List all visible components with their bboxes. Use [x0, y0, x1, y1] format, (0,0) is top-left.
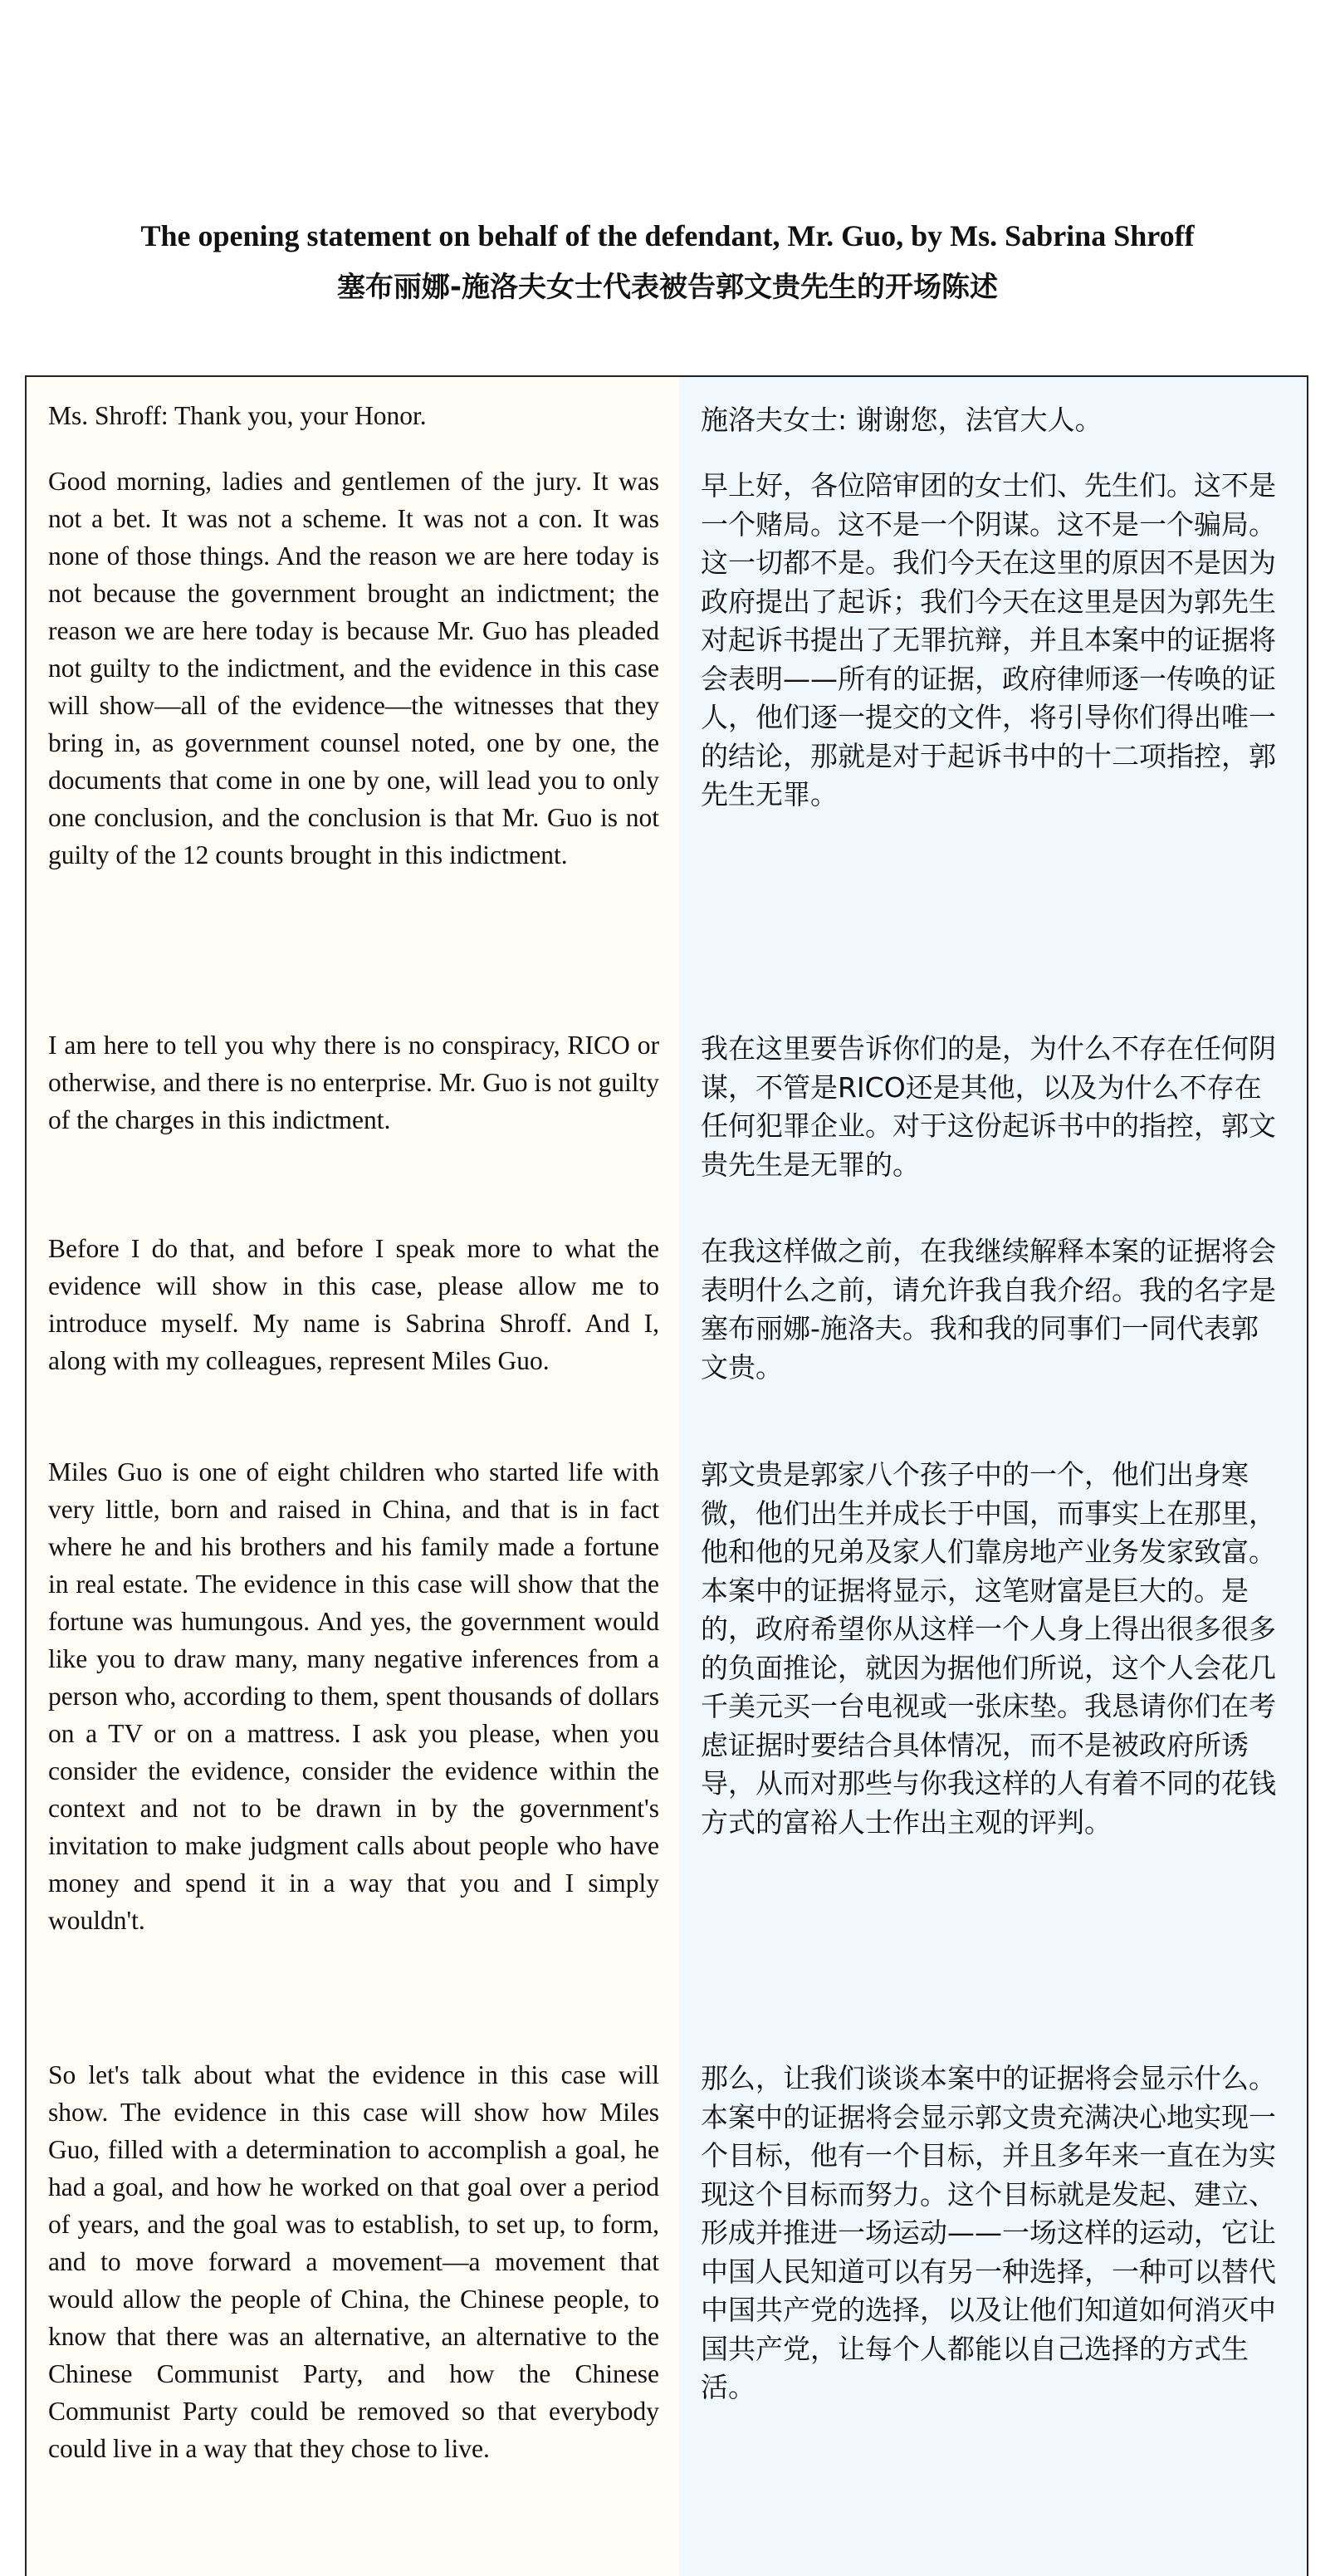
paragraph-zh-1: 施洛夫女士: 谢谢您，法官大人。	[701, 404, 1103, 436]
document-header	[0, 218, 1335, 306]
paragraph-en-3: I am here to tell you why there is no conspiracy, RICO or otherwise, and there is no enterprise. Mr. Guo is not guilty of the charges in this indictment.	[48, 1031, 659, 1134]
paragraph-en-4: Before I do that, and before I speak more to what the evidence will show in this case, please allow me to introduce myself. My name is Sabrina Shroff. And I, along with my colleagues, represent Miles Guo.	[48, 1234, 659, 1375]
paragraph-en-1: Ms. Shroff: Thank you, your Honor.	[48, 401, 427, 430]
title-english: The opening statement on behalf of the defendant, Mr. Guo, by Ms. Sabrina Shroff	[140, 219, 1195, 252]
paragraph-en-2: Good morning, ladies and gentlemen of the jury. It was not a bet. It was not a scheme. It was not a con. It was none of those things. And the reason we are here today is not because the government brought an indictment; the reason we are here today is because Mr. Guo has pleaded not guilty to the indictment, and the evidence in this case will show—all of the evidence—the witnesses that they bring in, as government counsel noted, one by one, the documents that come in one by one, will lead you to only one conclusion, and the conclusion is that Mr. Guo is not guilty of the 12 counts brought in this indictment.	[48, 467, 659, 869]
paragraph-zh-4: 在我这样做之前，在我继续解释本案的证据将会表明什么之前，请允许我自我介绍。我的名字是塞布丽娜-施洛夫。我和我的同事们一同代表郭文贵。	[701, 1235, 1276, 1383]
paragraph-en-5: Miles Guo is one of eight children who started life with very little, born and raised in China, and that is in fact where he and his brothers and his family made a fortune in real estate. The evidence in this case will show that the fortune was humungous. And yes, the government would like you to draw many, many negative inferences from a person who, according to them, spent thousands of dollars on a TV or on a mattress. I ask you please, when you consider the evidence, consider the evidence within the context and not to be drawn in by the government's invitation to make judgment calls about people who have money and spend it in a way that you and I simply wouldn't.	[48, 1457, 659, 1935]
paragraph-zh-2: 早上好，各位陪审团的女士们、先生们。这不是一个赌局。这不是一个阴谋。这不是一个骗局。这一切都不是。我们今天在这里的原因不是因为政府提出了起诉；我们今天在这里是因为郭先生对起诉书提出了无罪抗辩，并且本案中的证据将会表明——所有的证据，政府律师逐一传唤的证人，他们逐一提交的文件，将引导你们得出唯一的结论，那就是对于起诉书中的十二项指控，郭先生无罪。	[701, 469, 1276, 811]
title-chinese: 塞布丽娜-施洛夫女士代表被告郭文贵先生的开场陈述	[336, 271, 999, 304]
paragraph-zh-5: 郭文贵是郭家八个孩子中的一个，他们出身寒微，他们出生并成长于中国，而事实上在那里，他和他的兄弟及家人们靠房地产业务发家致富。本案中的证据将显示，这笔财富是巨大的。是的，政府希望你从这样一个人身上得出很多很多的负面推论，就因为据他们所说，这个人会花几千美元买一台电视或一张床垫。我恳请你们在考虑证据时要结合具体情况，而不是被政府所诱导，从而对那些与你我这样的人有着不同的花钱方式的富裕人士作出主观的评判。	[701, 1458, 1276, 1839]
paragraph-zh-3: 我在这里要告诉你们的是，为什么不存在任何阴谋，不管是RICO还是其他，以及为什么不存在任何犯罪企业。对于这份起诉书中的指控，郭文贵先生是无罪的。	[701, 1032, 1276, 1181]
paragraph-zh-6: 那么，让我们谈谈本案中的证据将会显示什么。本案中的证据将会显示郭文贵充满决心地实现一个目标，他有一个目标，并且多年来一直在为实现这个目标而努力。这个目标就是发起、建立、形成并推进一场运动——一场这样的运动，它让中国人民知道可以有另一种选择，一种可以替代中国共产党的选择，以及让他们知道如何消灭中国共产党，让每个人都能以自己选择的方式生活。	[701, 2062, 1276, 2403]
paragraph-en-6: So let's talk about what the evidence in this case will show. The evidence in this case will show how Miles Guo, filled with a determination to accomplish a goal, he had a goal, and how he worked on that goal over a period of years, and the goal was to establish, to set up, to form, and to move forward a movement—a movement that would allow the people of China, the Chinese people, to know that there was an alternative, an alternative to the Chinese Communist Party, and how the Chinese Communist Party could be removed so that everybody could live in a way that they chose to live.	[48, 2060, 659, 2463]
